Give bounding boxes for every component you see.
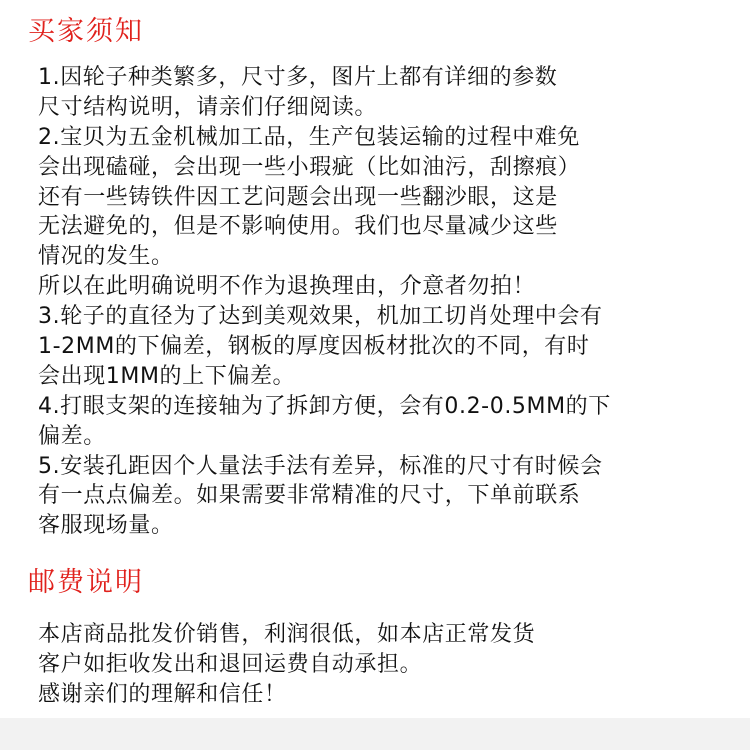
buyer-notice-body bbox=[38, 63, 611, 541]
notice-line: 偏差。 bbox=[38, 423, 106, 449]
notice-line: 尺寸结构说明，请亲们仔细阅读。 bbox=[38, 94, 378, 120]
notice-line: 2.宝贝为五金机械加工品，生产包装运输的过程中难免 bbox=[38, 124, 580, 150]
shipping-line: 客户如拒收发出和退回运费自动承担。 bbox=[38, 651, 423, 677]
bottom-divider-band bbox=[0, 718, 750, 750]
buyer-notice-heading: 买家须知 bbox=[28, 16, 144, 47]
notice-line: 情况的发生。 bbox=[38, 244, 174, 270]
notice-line: 1-2MM的下偏差，钢板的厚度因板材批次的不同，有时 bbox=[38, 334, 590, 360]
shipping-fee-heading: 邮费说明 bbox=[28, 567, 144, 598]
notice-line: 所以在此明确说明不作为退换理由，介意者勿拍！ bbox=[38, 274, 536, 300]
notice-line: 3.轮子的直径为了达到美观效果，机加工切肖处理中会有 bbox=[38, 304, 603, 330]
shipping-fee-body bbox=[38, 620, 535, 710]
shipping-line: 感谢亲们的理解和信任！ bbox=[38, 681, 287, 707]
notice-line: 有一点点偏差。如果需要非常精准的尺寸，下单前联系 bbox=[38, 483, 581, 509]
notice-line: 5.安装孔距因个人量法手法有差异，标准的尺寸有时候会 bbox=[38, 453, 603, 479]
notice-line: 会出现1MM的上下偏差。 bbox=[38, 363, 296, 389]
shipping-line: 本店商品批发价销售，利润很低，如本店正常发货 bbox=[38, 622, 536, 647]
notice-line: 4.打眼支架的连接轴为了拆卸方便，会有0.2-0.5MM的下 bbox=[38, 393, 611, 419]
notice-line: 会出现磕碰，会出现一些小瑕疵（比如油污，刮擦痕） bbox=[38, 154, 581, 180]
notice-line: 1.因轮子种类繁多，尺寸多，图片上都有详细的参数 bbox=[38, 65, 558, 90]
notice-line: 客服现场量。 bbox=[38, 513, 174, 539]
notice-line: 无法避免的，但是不影响使用。我们也尽量减少这些 bbox=[38, 214, 558, 240]
notice-line: 还有一些铸铁件因工艺问题会出现一些翻沙眼，这是 bbox=[38, 184, 558, 210]
